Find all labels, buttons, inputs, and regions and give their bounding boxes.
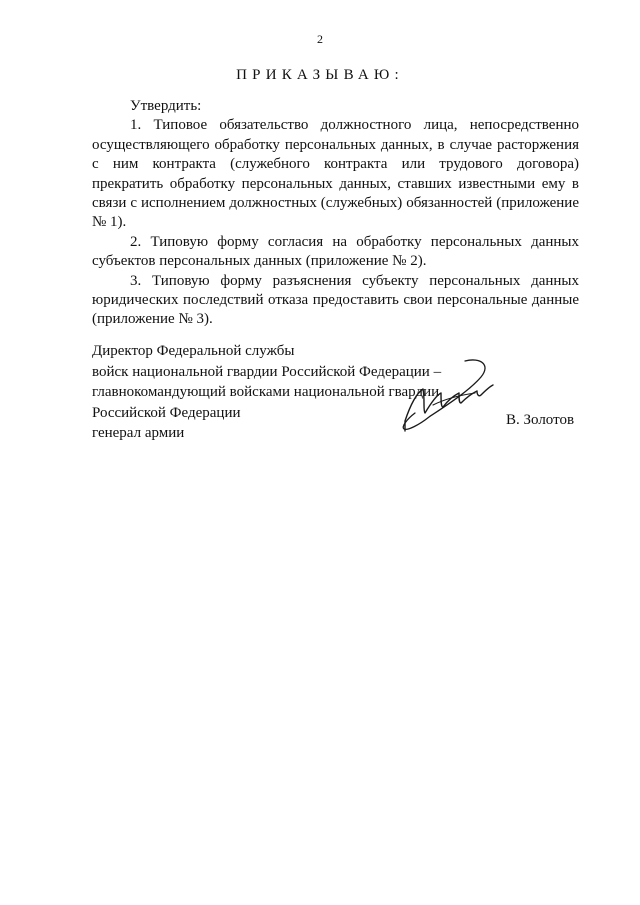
- handwritten-signature: [395, 355, 505, 437]
- signatory-rank: генерал армии: [92, 425, 185, 441]
- order-item-3: 3. Типовую форму разъяснения субъекту персональных данных юридических последствий отказа предоставить свои персональные данные (приложение № 3).: [92, 272, 579, 328]
- order-item-1: 1. Типовое обязательство должностного лица, непосредственно осуществляющего обработку персональных данных, в случае расторжения с ним контракта (служебного контракта или трудового договора) прекратить обработку персональных данных, ставших известными ему в связи с исполнением должностных (служебных) обязанностей (приложение № 1).: [92, 117, 579, 231]
- signatory-title-line: войск национальной гвардии Российской Федерации –: [92, 363, 442, 380]
- page-number: 2: [317, 32, 323, 46]
- signatory-title-line: главнокомандующий войсками национальной гвардии: [92, 384, 440, 400]
- order-item-2: 2. Типовую форму согласия на обработку персональных данных субъектов персональных данных (приложение № 2).: [92, 233, 579, 270]
- signatory-title-line: Директор Федеральной службы: [92, 343, 295, 359]
- signatory-title-line: Российской Федерации: [92, 404, 241, 421]
- signatory-title-block: [92, 341, 441, 444]
- order-heading: ПРИКАЗЫВАЮ:: [236, 67, 404, 83]
- order-body: [92, 97, 579, 330]
- signer-name: В. Золотов: [506, 412, 575, 428]
- approve-intro: Утвердить:: [130, 98, 202, 114]
